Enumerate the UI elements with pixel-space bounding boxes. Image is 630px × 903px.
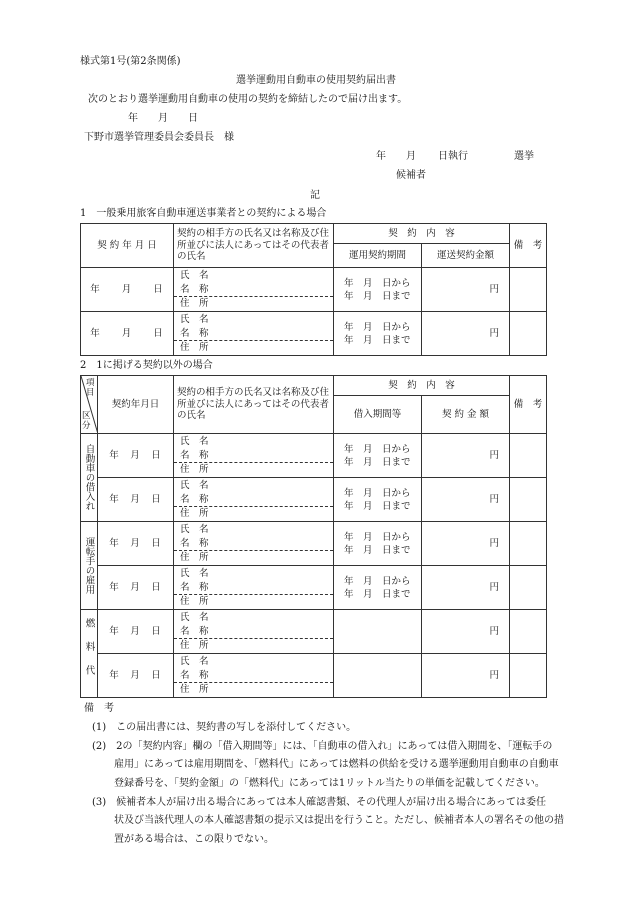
address-label: 住 所 (180, 683, 209, 695)
candidate-label: 候補者 (396, 170, 426, 181)
period-cell (334, 654, 422, 698)
table-row (81, 434, 547, 478)
s1-col-remarks: 備 考 (510, 224, 547, 268)
period-to: 年 月 日まで (344, 290, 411, 302)
period-cell (334, 434, 422, 478)
table-row (81, 522, 547, 566)
section2-heading: 2 1に掲げる契約以外の場合 (80, 360, 213, 371)
period-from: 年 月 日から (344, 531, 411, 543)
party-cell (174, 268, 334, 312)
remarks-cell (510, 434, 547, 478)
address-label: 住 所 (180, 297, 209, 309)
s2-col-amount: 契 約 金 額 (422, 396, 510, 434)
election-year: 年 (376, 151, 386, 162)
election-label: 選挙 (514, 151, 534, 162)
corp-label: 名 称 (174, 581, 333, 595)
note-2-line3: 登録番号を、「契約金額」の「燃料代」にあっては1リットル当たりの単価を記載してください。 (114, 778, 545, 789)
period-from: 年 月 日から (344, 443, 411, 455)
amount-yen: 円 (422, 654, 510, 698)
party-cell (174, 434, 334, 478)
s2-col-party: 契約の相手方の氏名又は名称及び住所並びに法人にあってはその代表者の氏名 (174, 376, 334, 434)
corp-label: 名 称 (174, 327, 333, 341)
address-label: 住 所 (180, 507, 209, 519)
corner-bottom: 区分 (82, 411, 91, 431)
amount-yen: 円 (422, 478, 510, 522)
corner-cell (81, 376, 98, 434)
s2-col-period: 借入期間等 (334, 396, 422, 434)
name-label: 氏 名 (180, 479, 209, 491)
name-label: 氏 名 (180, 435, 209, 447)
remarks-cell (510, 610, 547, 654)
table-row (81, 312, 547, 356)
address-label: 住 所 (180, 341, 209, 353)
period-cell (334, 268, 422, 312)
amount-yen: 円 (422, 522, 510, 566)
corp-label: 名 称 (174, 669, 333, 683)
party-cell (174, 566, 334, 610)
period-cell (334, 312, 422, 356)
party-cell (174, 654, 334, 698)
amount-yen: 円 (422, 268, 510, 312)
form-number: 様式第1号(第2条関係) (80, 56, 181, 67)
note-2-line2: 雇用」にあっては雇用期間を、「燃料代」にあっては燃料の供給を受ける選挙運動用自動車の自動車 (114, 759, 559, 770)
contract-date: 年 月 日 (98, 566, 174, 610)
note-3-line3: 置がある場合は、この限りでない。 (114, 834, 274, 845)
amount-yen: 円 (422, 566, 510, 610)
period-cell (334, 522, 422, 566)
party-cell (174, 610, 334, 654)
name-label: 氏 名 (180, 567, 209, 579)
address-label: 住 所 (180, 463, 209, 475)
name-label: 氏 名 (180, 611, 209, 623)
remarks-cell (510, 522, 547, 566)
corp-label: 名 称 (174, 449, 333, 463)
address-label: 住 所 (180, 639, 209, 651)
notes-heading: 備 考 (84, 703, 114, 714)
amount-yen: 円 (422, 434, 510, 478)
s1-col-amount: 運送契約金額 (422, 244, 510, 268)
intro-text: 次のとおり選挙運動用自動車の使用の契約を締結したので届け出ます。 (88, 94, 408, 105)
group-label: 自動車の借入れ (81, 434, 98, 522)
section1-table (80, 223, 547, 356)
s2-col-contract: 契 約 内 容 (334, 376, 510, 396)
remarks-cell (510, 312, 547, 356)
period-to: 年 月 日まで (344, 500, 411, 512)
name-label: 氏 名 (180, 313, 209, 325)
s1-col-party: 契約の相手方の氏名又は名称及び住所並びに法人にあってはその代表者の氏名 (174, 224, 334, 268)
remarks-cell (510, 654, 547, 698)
address-label: 住 所 (180, 551, 209, 563)
period-to: 年 月 日まで (344, 334, 411, 346)
note-2-line1: (2) 2の「契約内容」欄の「借入期間等」には、「自動車の借入れ」にあっては借入期間を、「運転手の (92, 741, 553, 752)
corp-label: 名 称 (174, 493, 333, 507)
period-from: 年 月 日から (344, 487, 411, 499)
name-label: 氏 名 (180, 269, 209, 281)
document-title: 選挙運動用自動車の使用契約届出書 (236, 75, 396, 86)
contract-date: 年 月 日 (98, 610, 174, 654)
corner-top: 項目 (86, 378, 95, 398)
name-label: 氏 名 (180, 523, 209, 535)
group-label: 燃料代 (81, 610, 98, 698)
period-from: 年 月 日から (344, 575, 411, 587)
s1-col-period: 運用契約期間 (334, 244, 422, 268)
contract-date: 年 月 日 (98, 522, 174, 566)
remarks-cell (510, 478, 547, 522)
period-to: 年 月 日まで (344, 588, 411, 600)
s2-col-date: 契約年月日 (98, 376, 174, 434)
table-row (81, 610, 547, 654)
remarks-cell (510, 566, 547, 610)
group-label: 運転手の雇用 (81, 522, 98, 610)
s2-col-remarks: 備 考 (510, 376, 547, 434)
contract-date: 年 月 日 (98, 478, 174, 522)
corp-label: 名 称 (174, 625, 333, 639)
name-label: 氏 名 (180, 655, 209, 667)
party-cell (174, 478, 334, 522)
period-to: 年 月 日まで (344, 544, 411, 556)
party-cell (174, 522, 334, 566)
s1-col-contract: 契 約 内 容 (334, 224, 510, 244)
period-cell (334, 566, 422, 610)
note-3-line1: (3) 候補者本人が届け出る場合にあっては本人確認書類、その代理人が届け出る場合にあっては委任 (92, 797, 546, 808)
s1-col-date: 契 約 年 月 日 (81, 224, 174, 268)
period-cell (334, 478, 422, 522)
note-3-line2: 状及び当該代理人の本人確認書類の提示又は提出を行うこと。ただし、候補者本人の署名その他の措 (114, 815, 564, 826)
corp-label: 名 称 (174, 537, 333, 551)
corp-label: 名 称 (174, 283, 333, 297)
section2-table (80, 375, 547, 698)
submission-date: 年 月 日 (128, 113, 198, 124)
contract-date: 年 月 日 (81, 268, 174, 312)
table-row (81, 268, 547, 312)
period-cell (334, 610, 422, 654)
period-from: 年 月 日から (344, 277, 411, 289)
contract-date: 年 月 日 (98, 654, 174, 698)
contract-date: 年 月 日 (98, 434, 174, 478)
election-month: 月 (406, 151, 416, 162)
amount-yen: 円 (422, 312, 510, 356)
amount-yen: 円 (422, 610, 510, 654)
note-1: (1) この届出書には、契約書の写しを添付してください。 (92, 722, 357, 733)
remarks-cell (510, 268, 547, 312)
address-label: 住 所 (180, 595, 209, 607)
period-from: 年 月 日から (344, 321, 411, 333)
ki-label: 記 (310, 190, 320, 201)
table-row (81, 654, 547, 698)
election-exec: 日執行 (438, 151, 468, 162)
party-cell (174, 312, 334, 356)
table-row (81, 478, 547, 522)
section1-heading: 1 一般乗用旅客自動車運送事業者との契約による場合 (80, 208, 327, 219)
table-row (81, 566, 547, 610)
addressee: 下野市選挙管理委員会委員長 様 (84, 132, 234, 143)
period-to: 年 月 日まで (344, 456, 411, 468)
contract-date: 年 月 日 (81, 312, 174, 356)
